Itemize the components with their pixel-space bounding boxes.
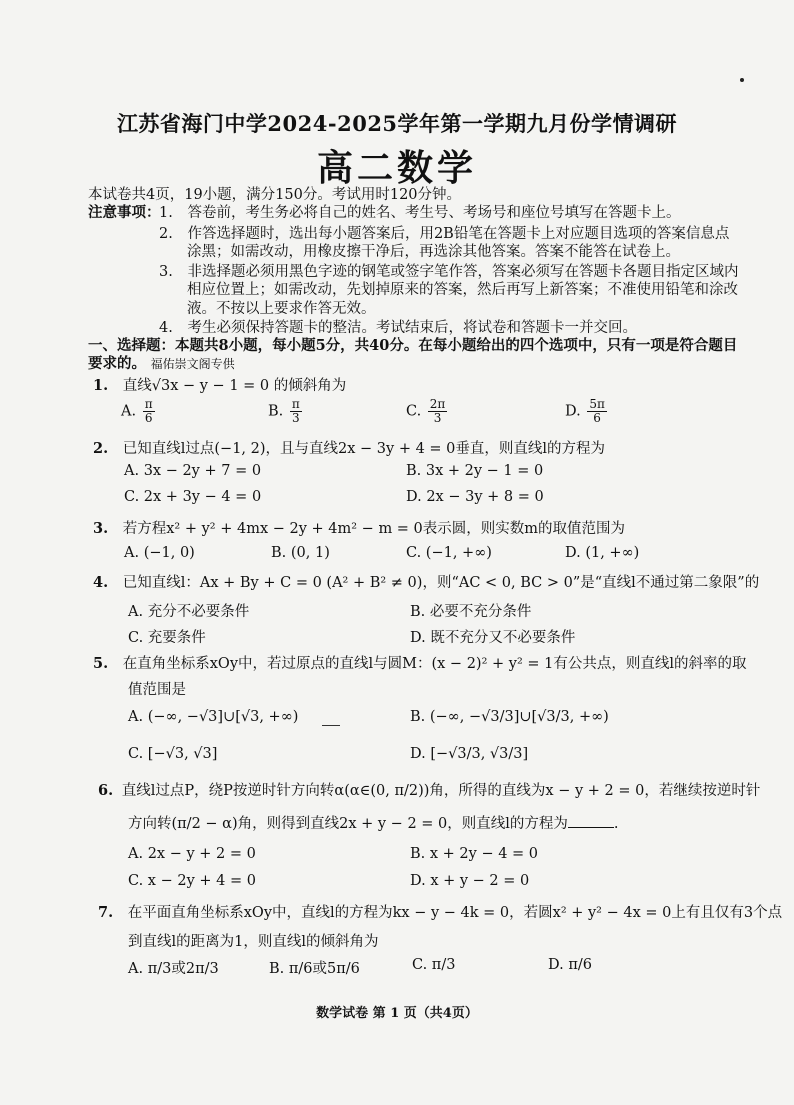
denominator: 6 (593, 411, 601, 425)
note-number: 3. (159, 264, 173, 280)
question-stem: 直线√3x − y − 1 = 0 的倾斜角为 (122, 378, 347, 394)
question-stem: 在直角坐标系xOy中，若过原点的直线l与圆M：(x − 2)² + y² = 1有公共点，则直线l的斜率的取 (122, 656, 747, 672)
question-5 (93, 652, 747, 673)
q7-option-a (128, 957, 219, 978)
question-number: 6. (98, 782, 114, 799)
note-text: 答卷前，考生务必将自己的姓名、考生号、考场号和座位号填写在答题卡上。 (187, 205, 681, 221)
q1-option-b (268, 398, 304, 425)
q5-option-a: A. (−∞, −√3]∪[√3, +∞) (128, 709, 299, 725)
option-label: A. (128, 961, 144, 977)
question-stem: 若方程x² + y² + 4mx − 2y + 4m² − m = 0表示圆，则实数m的取值范围为 (122, 521, 626, 537)
question-number: 3. (93, 520, 109, 537)
q5-option-c: C. [−√3, √3] (128, 746, 218, 762)
exam-title: 江苏省海门中学2024-2025学年第一学期九月份学情调研 (116, 111, 678, 136)
numerator: π (144, 397, 153, 411)
note-number: 1. (159, 205, 173, 221)
note-number: 2. (159, 226, 173, 242)
question-number: 1. (93, 377, 109, 394)
option-text: π/6或5π/6 (288, 961, 360, 977)
q6-option-a: A. 2x − y + 2 = 0 (128, 846, 256, 862)
q4-option-d: D. 既不充分又不必要条件 (410, 630, 576, 646)
question-4 (93, 571, 759, 592)
q5-option-b: B. (−∞, −√3/3]∪[√3/3, +∞) (410, 709, 609, 725)
question-3 (93, 517, 625, 538)
q2-option-a: A. 3x − 2y + 7 = 0 (124, 463, 262, 479)
question-6-cont: 方向转(π/2 − α)角，则得到直线2x + y − 2 = 0，则直线l的方程为 . (128, 816, 619, 832)
q6-option-c: C. x − 2y + 4 = 0 (128, 873, 256, 889)
question-number: 7. (98, 904, 114, 921)
numerator: π (291, 397, 300, 411)
q4-option-a: A. 充分不必要条件 (128, 604, 250, 620)
option-label: C. (406, 403, 422, 420)
question-number: 2. (93, 440, 109, 457)
option-fraction (143, 398, 155, 425)
scan-speck (740, 78, 744, 82)
option-text: π/6 (568, 957, 592, 973)
question-7 (98, 901, 782, 922)
numerator: 2π (429, 397, 446, 411)
question-stem: 直线l过点P，绕P按逆时针方向转α(α∈(0, π/2))角，所得的直线为x − y + 2 = 0，若继续按逆时针 (121, 783, 761, 799)
question-number: 5. (93, 655, 109, 672)
question-stem: 在平面直角坐标系xOy中，直线l的方程为kx − y − 4k = 0，若圆x² + y² − 4x = 0上有且仅有3个点 (127, 905, 783, 921)
denominator: 6 (144, 411, 153, 425)
q2-option-c: C. 2x + 3y − 4 = 0 (124, 489, 262, 505)
intro-text: 本试卷共4页，19小题，满分150分。考试用时120分钟。 (88, 187, 462, 203)
q1-option-d (565, 398, 609, 425)
option-text: π/3或2π/3 (147, 961, 219, 977)
q3-option-a: A. (−1, 0) (124, 545, 195, 561)
option-label: B. (269, 961, 285, 977)
q4-option-c: C. 充要条件 (128, 630, 206, 646)
notes-block (88, 201, 161, 222)
q3-option-c: C. (−1, +∞) (406, 545, 492, 561)
option-text: π/3 (431, 957, 456, 973)
note-number: 4. (159, 320, 173, 336)
question-7-cont: 到直线l的距离为1，则直线l的倾斜角为 (128, 934, 379, 950)
q2-option-b: B. 3x + 2y − 1 = 0 (406, 463, 544, 479)
question-1 (93, 374, 346, 395)
q4-option-b: B. 必要不充分条件 (410, 604, 532, 620)
question-stem: 已知直线l过点(−1, 2)，且与直线2x − 3y + 4 = 0垂直，则直线l的方程为 (122, 441, 606, 457)
q5-option-d: D. [−√3/3, √3/3] (410, 746, 529, 762)
q1-option-c (406, 398, 449, 425)
denominator: 3 (433, 411, 442, 425)
option-label: D. (548, 957, 564, 973)
q2-option-d: D. 2x − 3y + 8 = 0 (406, 489, 544, 505)
subject-title: 高二数学 (316, 147, 477, 189)
watermark-text: 福佑崇文阁专供 (150, 357, 235, 371)
question-stem: 方向转(π/2 − α)角，则得到直线2x + y − 2 = 0，则直线l的方程为 (128, 816, 568, 832)
section-heading-tail: 要求的。 (88, 355, 146, 372)
scan-dash (322, 725, 340, 726)
q7-option-c (412, 957, 455, 973)
q6-option-d: D. x + y − 2 = 0 (410, 873, 530, 889)
q3-option-d: D. (1, +∞) (565, 545, 640, 561)
numerator: 5π (589, 397, 605, 411)
option-label: B. (268, 403, 284, 420)
option-label: D. (565, 403, 581, 420)
section-heading: 一、选择题：本题共8小题，每小题5分，共40分。在每小题给出的四个选项中，只有一项是符合题目 (88, 337, 738, 354)
page-footer: 数学试卷 第 1 页（共4页） (316, 1006, 478, 1021)
q1-option-a (121, 398, 157, 425)
option-fraction (587, 398, 607, 425)
q3-option-b: B. (0, 1) (271, 545, 330, 561)
option-fraction (290, 398, 302, 425)
note-1 (159, 201, 680, 222)
answer-blank (568, 815, 614, 828)
question-5-cont: 值范围是 (128, 682, 186, 698)
q6-option-b: B. x + 2y − 4 = 0 (410, 846, 539, 862)
note-3-cont: 相应位置上；如需改动，先划掉原来的答案，然后再写上新答案；不准使用铅笔和涂改 (187, 282, 738, 298)
question-stem: 已知直线l：Ax + By + C = 0 (A² + B² ≠ 0)，则“AC < 0, BC > 0”是“直线l不通过第二象限”的 (122, 575, 760, 591)
q7-option-b (269, 957, 360, 978)
option-fraction (428, 398, 448, 425)
question-2 (93, 437, 605, 458)
option-label: C. (412, 957, 428, 973)
q7-option-d (548, 957, 592, 973)
notes-label: 注意事项： (88, 204, 161, 221)
note-text: 考生必须保持答题卡的整洁。考试结束后，将试卷和答题卡一并交回。 (187, 320, 637, 336)
note-text: 作答选择题时，选出每小题答案后，用2B铅笔在答题卡上对应题目选项的答案信息点 (187, 226, 730, 242)
note-text: 非选择题必须用黑色字迹的钢笔或签字笔作答，答案必须写在答题卡各题目指定区域内 (187, 264, 739, 280)
option-label: A. (121, 403, 137, 420)
question-6 (98, 779, 760, 800)
denominator: 3 (292, 411, 300, 425)
question-number: 4. (93, 574, 109, 591)
note-3-cont2: 液。不按以上要求作答无效。 (187, 301, 376, 317)
note-2-cont: 涂黑；如需改动，用橡皮擦干净后，再选涂其他答案。答案不能答在试卷上。 (187, 244, 680, 260)
section-heading-cont (88, 352, 235, 373)
